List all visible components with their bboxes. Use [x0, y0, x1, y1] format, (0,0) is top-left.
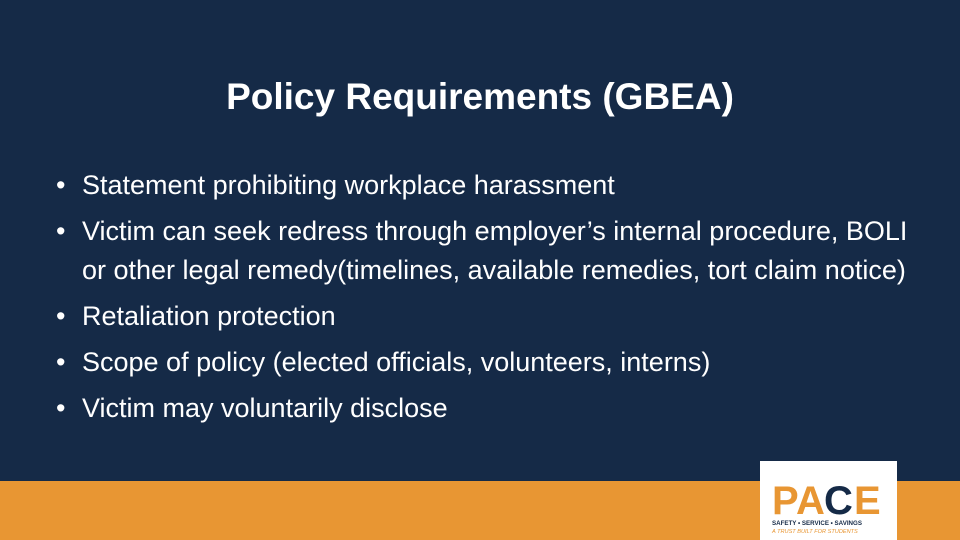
pace-logo-mark	[760, 461, 897, 540]
bullet-item	[56, 297, 936, 336]
bullet-item	[56, 212, 936, 289]
logo-subtagline: A TRUST BUILT FOR STUDENTS	[772, 529, 858, 535]
bullet-text: Scope of policy (elected officials, volunteers, interns)	[82, 346, 711, 377]
bullet-text: Retaliation protection	[82, 300, 336, 331]
bullet-text: Victim can seek redress through employer’s internal procedure, BOLI or other legal remedy(timelines, available remedies, tort claim notice)	[82, 216, 908, 285]
logo-letter-p: P	[772, 479, 799, 523]
bullet-list	[56, 166, 936, 435]
bullet-item	[56, 166, 936, 205]
bullet-dot: •	[56, 300, 66, 331]
bullet-dot: •	[56, 170, 66, 200]
logo-letter-a: A	[796, 479, 825, 523]
slide-title: Policy Requirements (GBEA)	[226, 76, 734, 117]
bullet-text: Statement prohibiting workplace harassment	[82, 170, 615, 200]
logo-tagline: SAFETY • SERVICE • SAVINGS	[772, 520, 862, 527]
pace-logo	[760, 461, 897, 540]
bullet-item	[56, 389, 936, 428]
bullet-dot: •	[56, 346, 66, 377]
bullet-dot: •	[56, 392, 66, 423]
bullet-item	[56, 343, 936, 382]
logo-letter-e: E	[854, 479, 881, 523]
logo-letter-c: C	[824, 479, 853, 523]
bullet-dot: •	[56, 216, 66, 246]
bullet-text: Victim may voluntarily disclose	[82, 392, 448, 423]
